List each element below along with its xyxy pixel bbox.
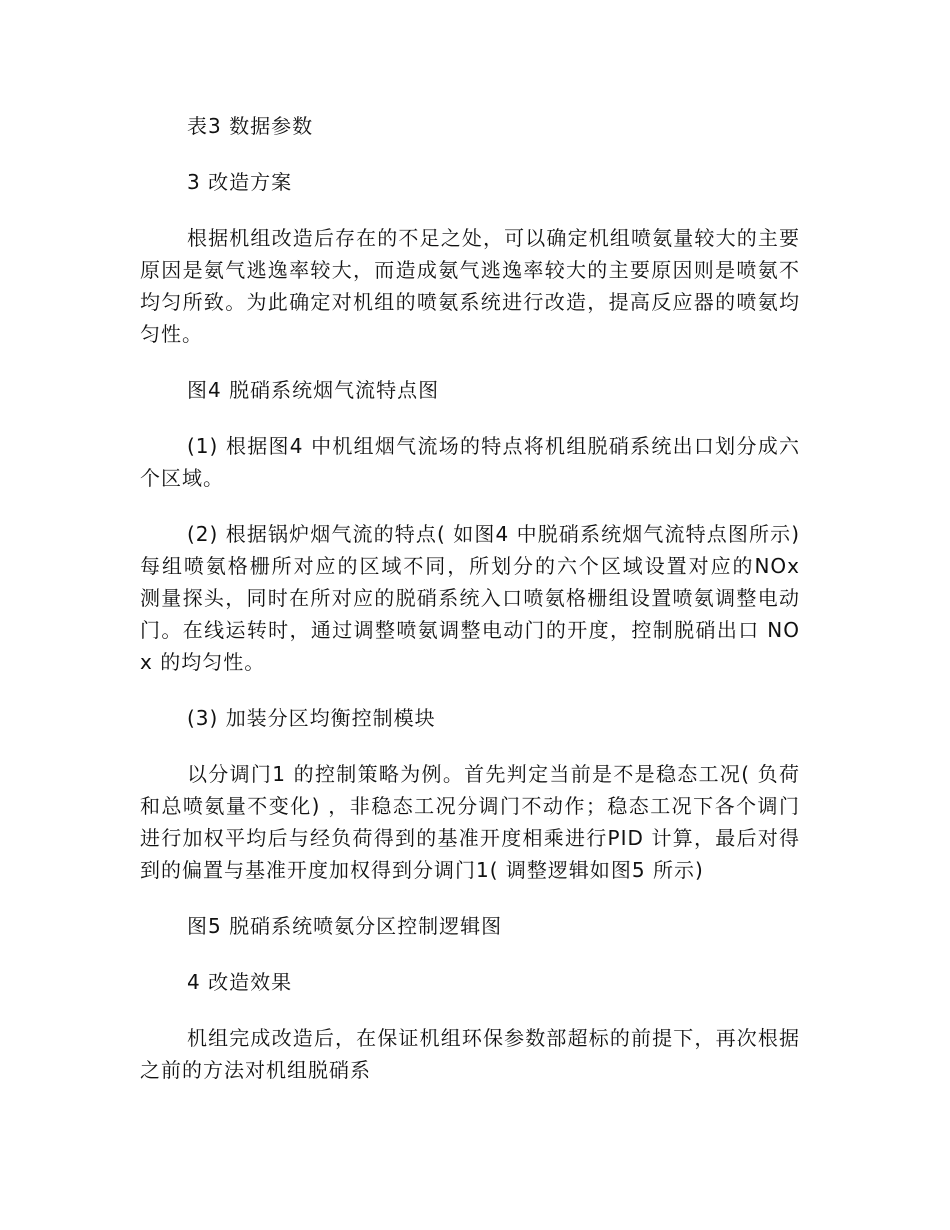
section-heading-3: 3 改造方案 xyxy=(187,170,293,194)
figure-caption-5: 图5 脱硝系统喷氨分区控制逻辑图 xyxy=(187,914,503,938)
section-heading-4: 4 改造效果 xyxy=(187,970,293,994)
figure-caption-4: 图4 脱硝系统烟气流特点图 xyxy=(187,378,440,402)
table-caption: 表3 数据参数 xyxy=(187,114,314,138)
body-paragraph: 根据机组改造后存在的不足之处，可以确定机组喷氨量较大的主要原因是氨气逃逸率较大，而造成氨气逃逸率较大的主要原因则是喷氨不均匀所致。为此确定对机组的喷氨系统进行改造，提高反应器的喷氨均匀性。 xyxy=(140,226,800,346)
list-item-1: (1) 根据图4 中机组烟气流场的特点将机组脱硝系统出口划分成六个区域。 xyxy=(140,434,800,490)
list-item-3: (3) 加装分区均衡控制模块 xyxy=(187,706,436,730)
body-paragraph: 机组完成改造后，在保证机组环保参数部超标的前提下，再次根据之前的方法对机组脱硝系 xyxy=(140,1026,800,1082)
list-item-2: (2) 根据锅炉烟气流的特点( 如图4 中脱硝系统烟气流特点图所示) 每组喷氨格栅所对应的区域不同，所划分的六个区域设置对应的NOx 测量探头，同时在所对应的脱硝系统入口喷氨格栅组设置喷氨调整电动门。在线运转时，通过调整喷氨调整电动门的开度，控制脱硝出口 NOx 的均匀性。 xyxy=(140,522,800,674)
body-paragraph: 以分调门1 的控制策略为例。首先判定当前是不是稳态工况( 负荷和总喷氨量不变化) ，非稳态工况分调门不动作；稳态工况下各个调门进行加权平均后与经负荷得到的基准开度相乘进行PID 计算，最后对得到的偏置与基准开度加权得到分调门1( 调整逻辑如图5 所示) xyxy=(140,762,800,882)
